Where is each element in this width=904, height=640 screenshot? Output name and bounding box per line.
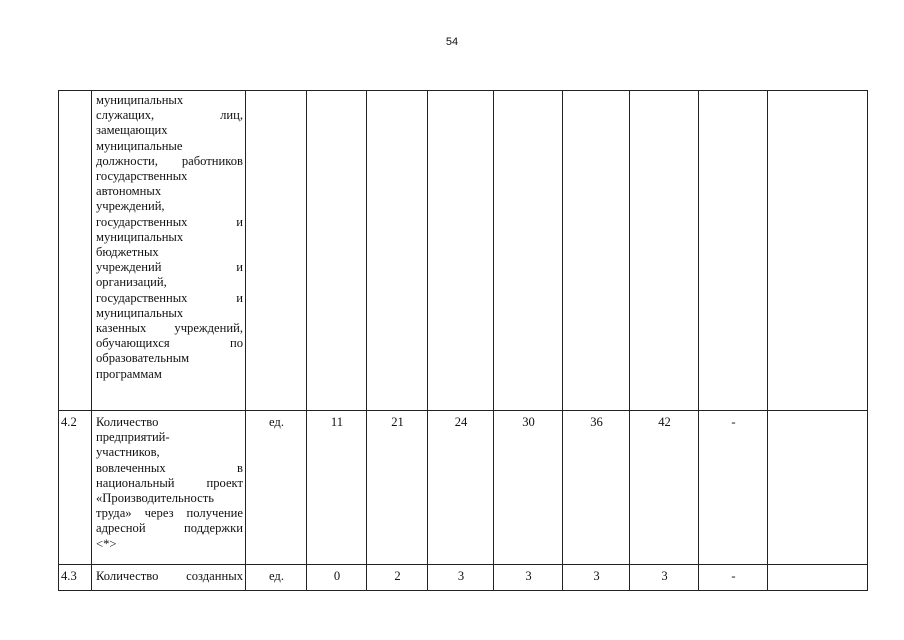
value-cell: 3 [563, 565, 630, 591]
row-number: 4.2 [59, 411, 92, 565]
value-cell: 30 [494, 411, 563, 565]
unit-cell: ед. [246, 411, 307, 565]
description-line: служащих, лиц, [96, 108, 243, 123]
value-cell: - [699, 411, 768, 565]
description-line: муниципальные [96, 138, 183, 153]
description-line: муниципальных [96, 93, 184, 107]
unit-cell [246, 91, 307, 411]
value-cell [307, 91, 367, 411]
page-number: 54 [445, 36, 459, 48]
description-line: казенных учреждений, [96, 321, 243, 336]
value-cell: 42 [630, 411, 699, 565]
description-line: бюджетных [96, 245, 159, 260]
description-line: должности, работников [96, 153, 243, 168]
description-line: муниципальных [96, 229, 184, 244]
table-row [59, 411, 868, 565]
description-line: труда» через получение [96, 506, 243, 521]
value-cell [768, 411, 868, 565]
description-line: <*> [96, 536, 117, 551]
description-line: учреждений и [96, 260, 243, 275]
description-line: программам [96, 366, 162, 381]
indicators-table [58, 90, 868, 591]
value-cell: 3 [428, 565, 494, 591]
value-cell: 0 [307, 565, 367, 591]
description-line: муниципальных [96, 305, 184, 320]
description-line: предприятий- [96, 430, 170, 445]
description-lines [96, 415, 243, 552]
value-cell: 2 [367, 565, 428, 591]
indicator-description [92, 91, 246, 411]
description-line: государственных и [96, 290, 243, 305]
table-row [59, 565, 868, 591]
value-cell: 3 [494, 565, 563, 591]
value-cell: 36 [563, 411, 630, 565]
value-cell [630, 91, 699, 411]
description-line: Количество [96, 415, 159, 429]
description-line: обучающихся по [96, 336, 243, 351]
row-number: 4.3 [59, 565, 92, 591]
table-row [59, 91, 868, 411]
description-line: государственных [96, 169, 188, 184]
value-cell: - [699, 565, 768, 591]
description-line: Количество созданных [96, 569, 243, 583]
description-line: учреждений, [96, 199, 165, 214]
description-lines [96, 93, 243, 382]
value-cell: 11 [307, 411, 367, 565]
value-cell [428, 91, 494, 411]
description-line: вовлеченных в [96, 460, 243, 475]
value-cell [768, 565, 868, 591]
indicator-description [92, 565, 246, 591]
description-lines [96, 569, 243, 584]
description-line: национальный проект [96, 475, 243, 490]
description-line: организаций, [96, 275, 167, 290]
unit-cell: ед. [246, 565, 307, 591]
value-cell: 3 [630, 565, 699, 591]
row-number [59, 91, 92, 411]
description-line: государственных и [96, 214, 243, 229]
description-line: участников, [96, 445, 160, 460]
description-line: автономных [96, 184, 162, 199]
value-cell: 21 [367, 411, 428, 565]
description-line: образовательным [96, 351, 190, 366]
value-cell [563, 91, 630, 411]
value-cell: 24 [428, 411, 494, 565]
description-line: адресной поддержки [96, 521, 243, 536]
value-cell [699, 91, 768, 411]
description-line: замещающих [96, 123, 168, 138]
indicator-description [92, 411, 246, 565]
value-cell [768, 91, 868, 411]
value-cell [494, 91, 563, 411]
value-cell [367, 91, 428, 411]
description-line: «Производительность [96, 491, 214, 506]
